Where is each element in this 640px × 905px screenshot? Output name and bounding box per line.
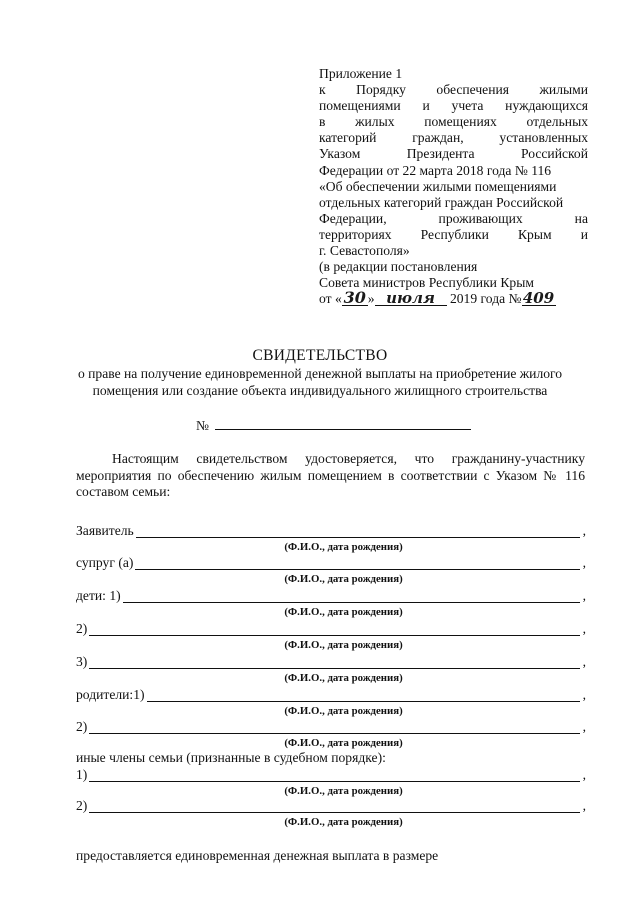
appendix-line: Федерации, проживающих на bbox=[319, 210, 588, 226]
field-caption-text: (Ф.И.О., дата рождения) bbox=[284, 606, 403, 618]
row-comma: , bbox=[582, 719, 586, 734]
family-member-row bbox=[76, 589, 586, 603]
appendix-line: (в редакции постановления bbox=[319, 259, 478, 275]
row-comma: , bbox=[582, 798, 586, 813]
row-comma: , bbox=[582, 588, 586, 603]
field-caption bbox=[76, 606, 586, 618]
resolution-number-handwritten: 409 bbox=[522, 289, 555, 308]
family-member-label: Заявитель bbox=[76, 523, 134, 538]
date-prefix: от « bbox=[319, 291, 342, 307]
intro-paragraph bbox=[76, 451, 585, 501]
family-member-row bbox=[76, 688, 586, 702]
family-member-label: 2) bbox=[76, 798, 88, 813]
row-comma: , bbox=[582, 687, 586, 702]
family-member-row bbox=[76, 655, 586, 669]
family-member-row bbox=[76, 622, 586, 636]
family-member-label: 3) bbox=[76, 654, 88, 669]
document-title: СВИДЕТЕЛЬСТВО bbox=[252, 347, 388, 364]
appendix-line: Совета министров Республики Крым bbox=[319, 275, 534, 291]
row-comma: , bbox=[582, 621, 586, 636]
family-member-name-field[interactable] bbox=[89, 657, 580, 669]
family-member-name-field[interactable] bbox=[123, 591, 580, 603]
family-member-label: 2) bbox=[76, 719, 88, 734]
appendix-line: категорий граждан, установленных bbox=[319, 130, 588, 146]
family-member-row bbox=[76, 768, 586, 782]
family-member-label: 1) bbox=[76, 767, 88, 782]
appendix-line: Федерации от 22 марта 2018 года № 116 bbox=[319, 162, 552, 178]
appendix-line: к Порядку обеспечения жилыми bbox=[319, 82, 588, 98]
certificate-number-line bbox=[196, 417, 471, 434]
field-caption-text: (Ф.И.О., дата рождения) bbox=[284, 639, 403, 651]
field-caption bbox=[76, 785, 586, 797]
appendix-line: помещениями и учета нуждающихся bbox=[319, 98, 588, 114]
field-caption bbox=[76, 737, 586, 749]
date-day-handwritten: 30 bbox=[343, 288, 366, 308]
appendix-line: Указом Президента Российской bbox=[319, 146, 588, 162]
number-label: № bbox=[196, 418, 209, 433]
family-member-label: родители:1) bbox=[76, 687, 145, 702]
family-member-label: супруг (а) bbox=[76, 555, 134, 570]
family-member-label: 2) bbox=[76, 621, 88, 636]
field-caption bbox=[76, 573, 586, 585]
final-text: предоставляется единовременная денежная выплата в размере bbox=[76, 848, 439, 863]
date-year-text: 2019 года № bbox=[446, 291, 522, 307]
family-member-name-field[interactable] bbox=[136, 526, 580, 538]
family-member-name-field[interactable] bbox=[147, 690, 580, 702]
certificate-number-field[interactable] bbox=[215, 417, 471, 430]
intro-paragraph-text: Настоящим свидетельством удостоверяется, что гражданину-участнику мероприятия по обеспечению жилым помещением в соответствии с Указом № 116 составом семьи: bbox=[76, 451, 585, 499]
family-member-name-field[interactable] bbox=[89, 624, 580, 636]
appendix-line: в жилых помещениях отдельных bbox=[319, 114, 588, 130]
row-comma: , bbox=[582, 767, 586, 782]
field-caption-text: (Ф.И.О., дата рождения) bbox=[284, 785, 403, 797]
family-member-row bbox=[76, 524, 586, 538]
family-member-row bbox=[76, 799, 586, 813]
document-subtitle: о праве на получение единовременной денежной выплаты на приобретение жилого помещения или создание объекта индивидуального жилищного строительства bbox=[77, 366, 563, 398]
field-caption-text: (Ф.И.О., дата рождения) bbox=[284, 705, 403, 717]
appendix-line: «Об обеспечении жилыми помещениями bbox=[319, 178, 557, 194]
row-comma: , bbox=[582, 555, 586, 570]
appendix-line: отдельных категорий граждан Российской bbox=[319, 194, 564, 210]
family-member-row bbox=[76, 720, 586, 734]
family-member-name-field[interactable] bbox=[89, 722, 580, 734]
field-caption-text: (Ф.И.О., дата рождения) bbox=[284, 541, 403, 553]
field-caption bbox=[76, 639, 586, 651]
appendix-line: г. Севастополя» bbox=[319, 243, 410, 259]
field-caption-text: (Ф.И.О., дата рождения) bbox=[284, 672, 403, 684]
field-caption-text: (Ф.И.О., дата рождения) bbox=[284, 573, 403, 585]
resolution-date-line bbox=[319, 288, 588, 309]
date-month-handwritten: июля bbox=[375, 291, 447, 306]
field-caption bbox=[76, 672, 586, 684]
field-caption-text: (Ф.И.О., дата рождения) bbox=[284, 816, 403, 828]
appendix-line: Приложение 1 bbox=[319, 66, 403, 81]
field-caption-text: (Ф.И.О., дата рождения) bbox=[284, 737, 403, 749]
family-member-label: дети: 1) bbox=[76, 588, 121, 603]
field-caption bbox=[76, 816, 586, 828]
appendix-line: территориях Республики Крым и bbox=[319, 226, 588, 242]
family-member-name-field[interactable] bbox=[89, 801, 580, 813]
family-member-row bbox=[76, 556, 586, 570]
row-comma: , bbox=[582, 523, 586, 538]
row-comma: , bbox=[582, 654, 586, 669]
field-caption bbox=[76, 541, 586, 553]
date-quote-close: » bbox=[367, 291, 375, 307]
family-member-name-field[interactable] bbox=[89, 770, 580, 782]
field-caption bbox=[76, 705, 586, 717]
other-members-label: иные члены семьи (признанные в судебном порядке): bbox=[76, 750, 386, 765]
family-member-name-field[interactable] bbox=[135, 558, 580, 570]
appendix-header bbox=[319, 66, 588, 309]
other-members-heading-row bbox=[76, 751, 586, 765]
